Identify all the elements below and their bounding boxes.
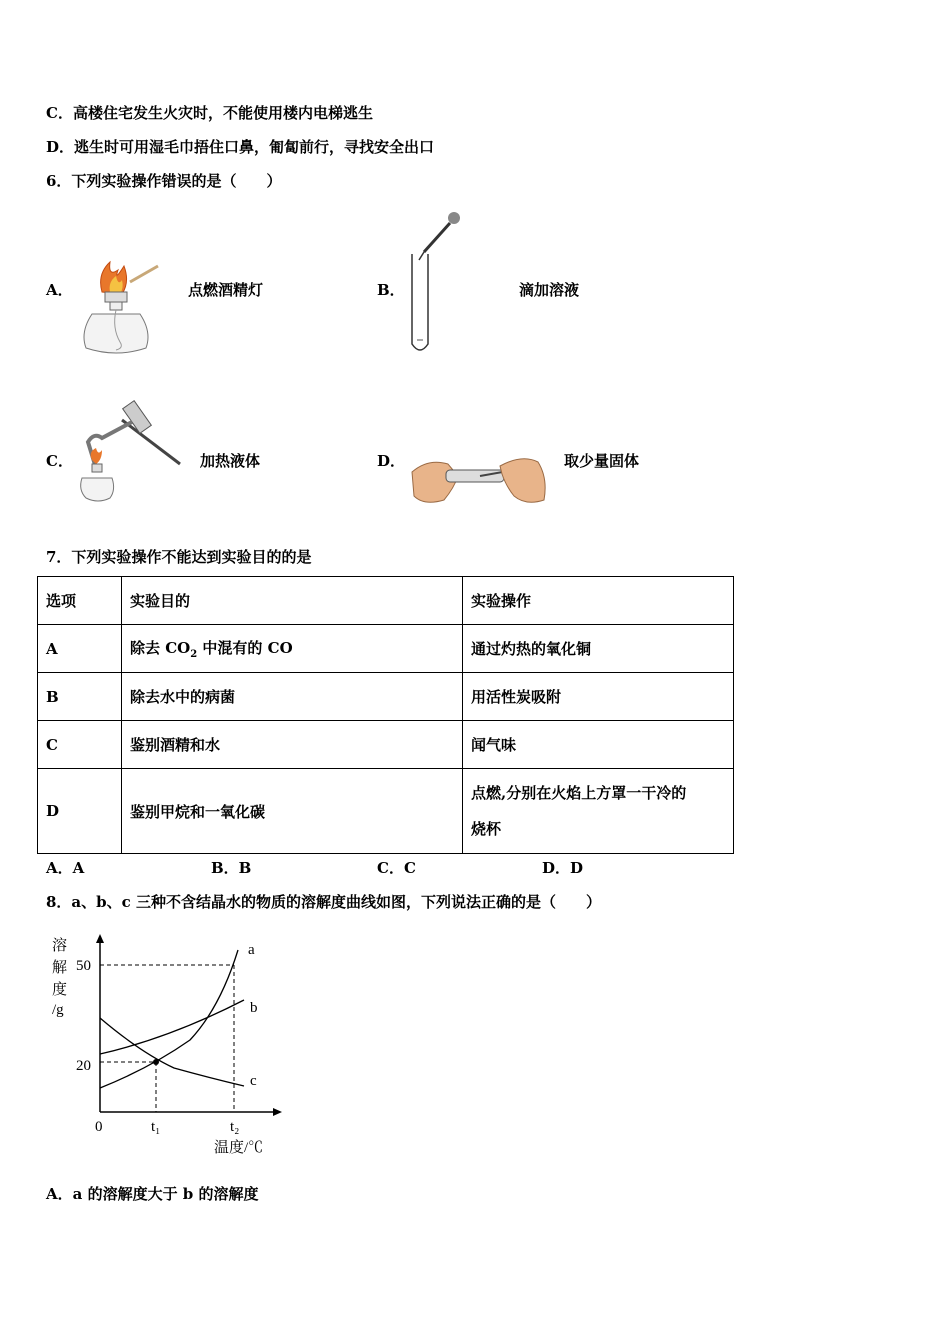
table-header-cell: 实验操作	[463, 577, 734, 625]
q6-option-c-letter: C．	[46, 452, 73, 470]
q6-option-c-caption: 加热液体	[200, 452, 261, 470]
table-cell-purpose: 除去水中的病菌	[122, 673, 463, 721]
table-header-row	[38, 577, 734, 625]
alcohol-lamp-lighting-figure	[72, 252, 164, 362]
table-row	[38, 721, 734, 769]
q5-option-d: D．逃生时可用湿毛巾捂住口鼻，匍匐前行，寻找安全出口	[46, 138, 435, 156]
q7-answer-a: A．A	[46, 859, 85, 877]
q6-stem: 6．下列实验操作错误的是（ ）	[46, 172, 282, 190]
table-cell-purpose: 鉴别甲烷和一氧化碳	[122, 769, 463, 854]
q8-stem: 8．a、b、c 三种不含结晶水的物质的溶解度曲线如图，下列说法正确的是（ ）	[46, 893, 602, 911]
q7-table	[37, 576, 734, 854]
q6-option-d-caption: 取少量固体	[564, 452, 640, 470]
table-cell-option: A	[38, 625, 122, 673]
table-cell-operation: 通过灼热的氧化铜	[463, 625, 734, 673]
curve-b	[100, 1000, 244, 1054]
q7-answer-c: C．C	[377, 859, 416, 877]
q7-answer-d: D．D	[542, 859, 584, 877]
table-cell-purpose: 除去 $CO_2$ 中混有的 CO	[122, 625, 463, 673]
table-cell-option: C	[38, 721, 122, 769]
curve-label-b: b	[250, 1000, 258, 1016]
y-tick-label: 50	[76, 958, 91, 974]
curve-a	[100, 950, 238, 1088]
q7-answers	[46, 857, 746, 877]
x-tick-label: t₁	[151, 1119, 161, 1135]
origin-label: 0	[95, 1119, 103, 1135]
x-axis-label: 温度/℃	[214, 1140, 264, 1156]
intersection-point	[153, 1059, 159, 1065]
table-cell-option: D	[38, 769, 122, 854]
q5-option-c: C．高楼住宅发生火灾时，不能使用楼内电梯逃生	[46, 104, 373, 122]
curve-label-c: c	[250, 1073, 257, 1089]
table-cell-option: B	[38, 673, 122, 721]
table-header-cell: 实验目的	[122, 577, 463, 625]
table-row	[38, 625, 734, 673]
heating-liquid-figure	[76, 398, 186, 506]
table-cell-operation: 闻气味	[463, 721, 734, 769]
table-cell-operation: 点燃,分别在火焰上方罩一干冷的 烧杯	[463, 769, 734, 854]
table-row	[38, 769, 734, 854]
y-label-char: 解	[52, 960, 68, 976]
y-label-char: 溶	[52, 938, 68, 954]
table-row	[38, 673, 734, 721]
solubility-curve-graph	[40, 928, 300, 1164]
x-axis-arrow-icon	[273, 1108, 282, 1116]
x-tick-label: t₂	[230, 1119, 240, 1135]
q6-option-a-letter: A．	[46, 281, 73, 299]
q6-option-a-caption: 点燃酒精灯	[188, 281, 264, 299]
table-header-cell: 选项	[38, 577, 122, 625]
q6-option-b-caption: 滴加溶液	[519, 281, 580, 299]
q6-option-d-letter: D．	[377, 452, 406, 470]
y-axis-arrow-icon	[96, 934, 104, 943]
q8-option-a: A．a 的溶解度大于 b 的溶解度	[46, 1185, 259, 1203]
taking-solid-figure	[410, 452, 550, 510]
dropper-test-tube-figure	[404, 208, 464, 358]
curve-label-a: a	[248, 942, 255, 958]
q7-stem: 7．下列实验操作不能达到实验目的的是	[46, 548, 312, 566]
table-cell-purpose: 鉴别酒精和水	[122, 721, 463, 769]
y-label-char: 度	[52, 982, 68, 998]
table-cell-operation: 用活性炭吸附	[463, 673, 734, 721]
y-tick-label: 20	[76, 1058, 91, 1074]
y-label-char: /g	[52, 1002, 64, 1018]
q6-option-b-letter: B．	[377, 281, 405, 299]
q7-answer-b: B．B	[211, 859, 252, 877]
